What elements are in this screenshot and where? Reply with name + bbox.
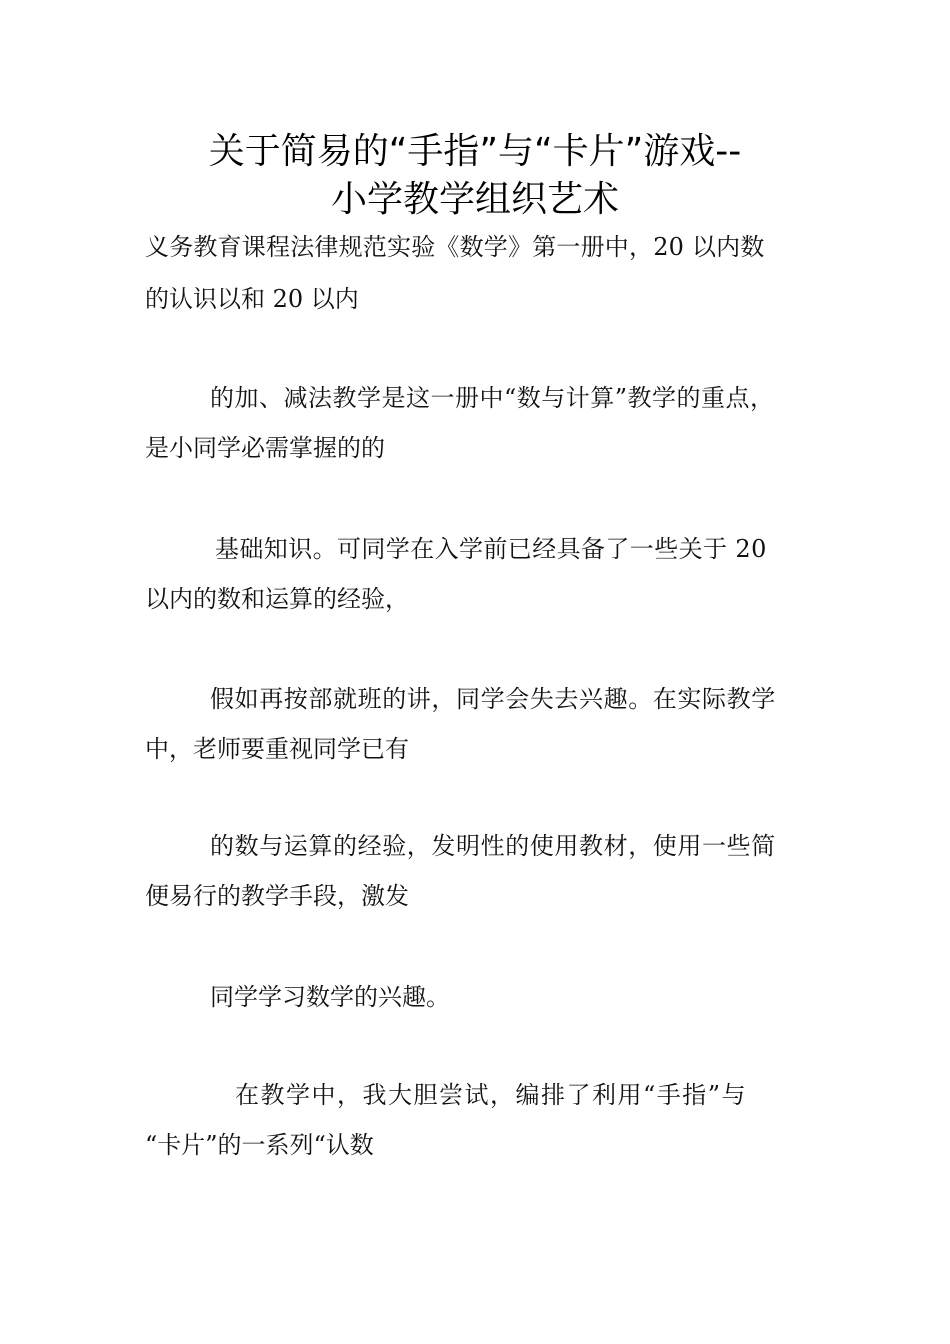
paragraph-7-line-2: “卡片”的一系列“认数 [145, 1131, 374, 1159]
paragraph-1-line-2: 的认识以和 20 以内 [145, 285, 359, 313]
paragraph-1-line-1: 义务教育课程法律规范实验《数学》第一册中，20 以内数 [145, 233, 765, 261]
paragraph-6-line-1: 同学学习数学的兴趣。 [210, 983, 450, 1011]
paragraph-3-line-1: 基础知识。可同学在入学前已经具备了一些关于 20 [215, 535, 767, 563]
paragraph-2-line-1: 的加、减法教学是这一册中“数与计算”教学的重点， [210, 384, 775, 412]
paragraph-2-line-2: 是小同学必需掌握的的 [145, 434, 385, 462]
paragraph-5-line-1: 的数与运算的经验，发明性的使用教材，使用一些简 [210, 832, 776, 860]
paragraph-3-line-2: 以内的数和运算的经验， [145, 585, 409, 613]
paragraph-4-line-2: 中，老师要重视同学已有 [145, 735, 409, 763]
paragraph-5-line-2: 便易行的教学手段，激发 [145, 882, 409, 910]
paragraph-4-line-1: 假如再按部就班的讲，同学会失去兴趣。在实际教学 [210, 685, 776, 713]
document-title-line-1: 关于简易的“手指”与“卡片”游戏-- [208, 131, 742, 172]
paragraph-7-line-1: 在教学中，我大胆尝试，编排了利用“手指”与 [235, 1081, 748, 1109]
document-title-line-2: 小学教学组织艺术 [330, 179, 619, 220]
